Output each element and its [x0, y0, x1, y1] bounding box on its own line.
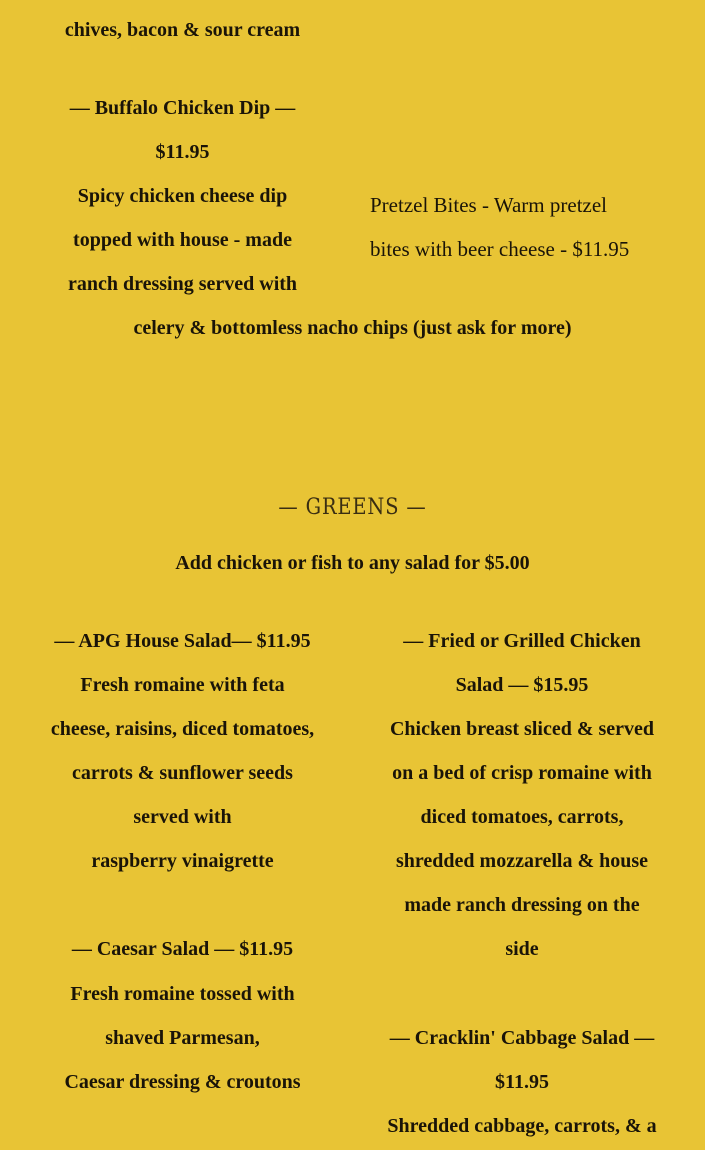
- chicken-salad-description-line: diced tomatoes, carrots,: [420, 806, 624, 828]
- previous-item-description-tail: chives, bacon & sour cream: [64, 19, 301, 41]
- chicken-salad-description-line: side: [505, 938, 539, 960]
- house-salad-title: — APG House Salad— $11.95: [54, 630, 311, 652]
- buffalo-chicken-dip-description-line: Spicy chicken cheese dip: [77, 185, 288, 207]
- caesar-salad-description-line: Fresh romaine tossed with: [70, 983, 295, 1005]
- pretzel-bites-line: bites with beer cheese - $11.95: [370, 237, 630, 261]
- caesar-salad-description-line: Caesar dressing & croutons: [64, 1071, 301, 1093]
- cabbage-salad-title: — Cracklin' Cabbage Salad —: [389, 1027, 655, 1049]
- house-salad-description-line: served with: [133, 806, 232, 828]
- house-salad-description-line: Fresh romaine with feta: [80, 674, 285, 696]
- buffalo-chicken-dip-description-line: ranch dressing served with: [67, 273, 298, 295]
- chicken-salad-description-line: made ranch dressing on the: [404, 894, 640, 916]
- buffalo-chicken-dip-price: $11.95: [155, 141, 210, 163]
- cabbage-salad-price: $11.95: [495, 1071, 549, 1093]
- buffalo-chicken-dip-title: — Buffalo Chicken Dip —: [69, 97, 296, 119]
- chicken-salad-title-line: Salad — $15.95: [455, 674, 589, 696]
- pretzel-bites-item: [370, 183, 690, 271]
- house-salad-description-line: raspberry vinaigrette: [91, 850, 274, 872]
- house-salad-description-line: carrots & sunflower seeds: [72, 762, 293, 784]
- chicken-salad-description-line: shredded mozzarella & house: [395, 850, 649, 872]
- chicken-salad-description-line: Chicken breast sliced & served: [389, 718, 655, 740]
- chicken-salad-title-line: — Fried or Grilled Chicken: [403, 630, 641, 652]
- buffalo-chicken-dip-description-line: topped with house - made: [73, 229, 292, 251]
- house-salad-description-line: cheese, raisins, diced tomatoes,: [50, 718, 315, 740]
- caesar-salad-title: — Caesar Salad — $11.95: [71, 938, 294, 960]
- buffalo-chicken-dip-description-line: celery & bottomless nacho chips (just ask for more): [133, 317, 572, 339]
- greens-section-title: — GREENS —: [278, 495, 427, 520]
- chicken-salad-description-line: on a bed of crisp romaine with: [392, 762, 652, 784]
- pretzel-bites-line: Pretzel Bites - Warm pretzel: [370, 193, 607, 217]
- cabbage-salad-description-line: Shredded cabbage, carrots, & a: [387, 1115, 657, 1137]
- greens-add-protein-note: Add chicken or fish to any salad for $5.00: [175, 552, 530, 574]
- caesar-salad-description-line: shaved Parmesan,: [105, 1027, 260, 1049]
